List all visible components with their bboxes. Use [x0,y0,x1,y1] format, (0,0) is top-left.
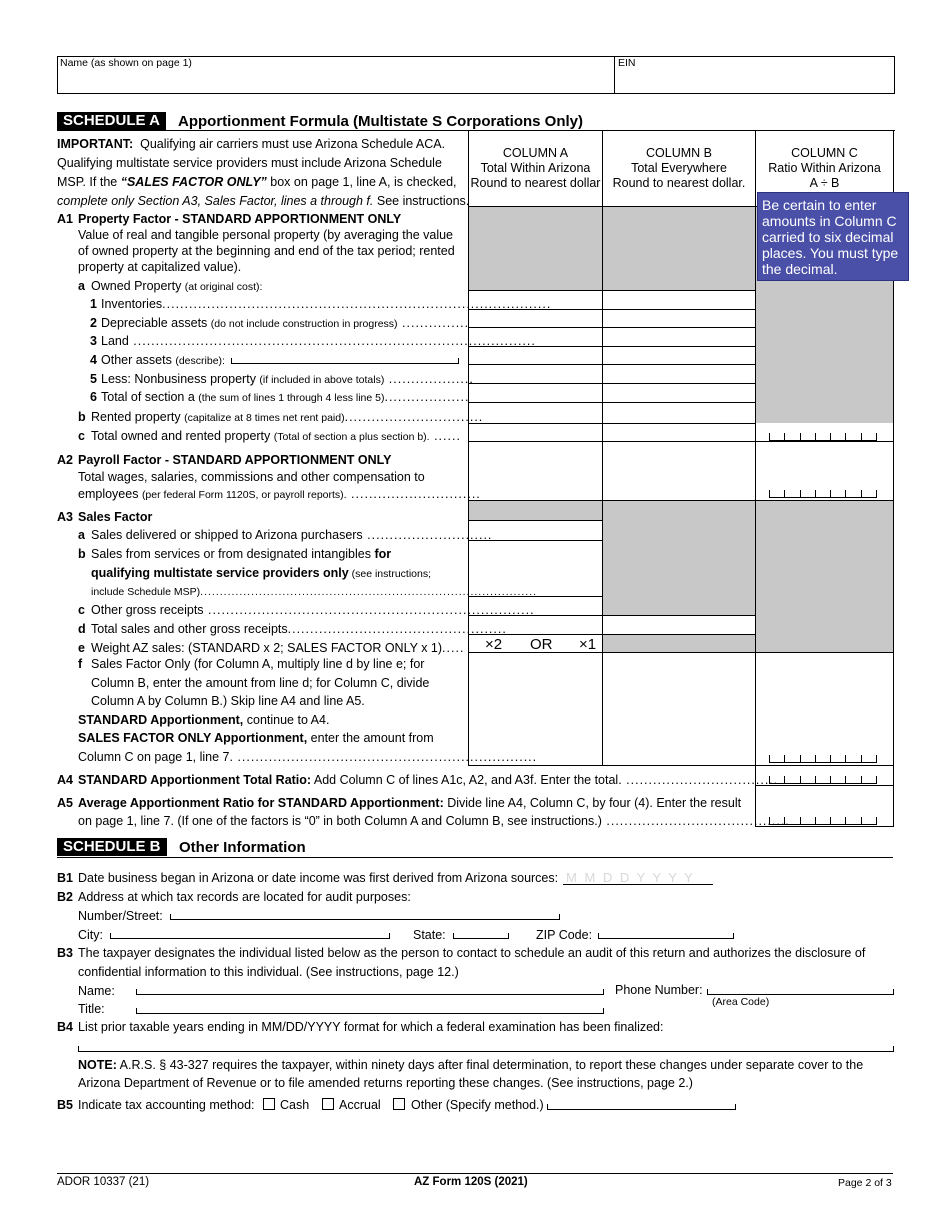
a1-3-col-b-input[interactable] [604,329,754,345]
schedule-b-title: Other Information [179,839,306,856]
a3e-or: OR [530,636,553,653]
b3-number: B3 [57,946,73,960]
a1-5-col-b-input[interactable] [604,366,754,382]
footer-page-number: Page 2 of 3 [838,1177,892,1189]
b3-title-input[interactable] [136,1004,604,1014]
shade-a3e-col-b [603,634,755,652]
b2-zip-label: ZIP Code: [536,928,593,942]
a1-4-label: Other assets (describe): [101,353,225,367]
a2-title: Payroll Factor - STANDARD APPORTIONMENT ONLY [78,453,392,467]
footer-rule [57,1173,893,1174]
a1-6-col-b-input[interactable] [604,385,754,401]
a2-desc-1: Total wages, salaries, commissions and other compensation to [78,470,425,484]
shade-a3-col-c [756,500,893,652]
a1c-col-b-input[interactable] [604,425,754,440]
a3-number: A3 [57,510,73,524]
a1a-letter: a [78,279,85,293]
a2-desc-2: employees (per federal Form 1120S, or payroll reports). ............................. [78,487,481,501]
a2-col-b-input[interactable] [604,443,754,499]
note-line-1: NOTE: A.R.S. § 43-327 requires the taxpayer, within ninety days after final determination, to report these changes under separate cover to the [78,1058,864,1072]
ein-input[interactable] [616,70,893,92]
a5-number: A5 [57,796,73,810]
b2-number: B2 [57,890,73,904]
a1-4-number: 4 [90,353,97,367]
b5-other-label: Other (Specify method.) [411,1098,544,1112]
a3f-line-5: SALES FACTOR ONLY Apportionment, enter the amount from [78,731,434,745]
a1-1-col-b-input[interactable] [604,292,754,308]
a3f-letter: f [78,657,83,671]
a2-number: A2 [57,453,73,467]
a1-4-col-a-input[interactable] [470,348,601,363]
a1-3-number: 3 [90,334,97,348]
b4-label: List prior taxable years ending in MM/DD/YYYY format for which a federal examination has been finalized: [78,1020,664,1034]
b3-name-input[interactable] [136,985,604,995]
a1-2-label: Depreciable assets (do not include construction in progress) ............... [101,316,470,330]
important-line-3: MSP. If the “SALES FACTOR ONLY” box on page 1, line A, is checked, [57,175,457,189]
a1c-label: Total owned and rented property (Total of section a plus section b). ...... [91,429,461,443]
column-b-header: COLUMN B Total Everywhere Round to nearest dollar. [612,146,746,190]
a3f-line-2: Column B, enter the amount from line d; for Column C, divide [91,676,430,690]
a3d-label: Total sales and other gross receipts................................................. [91,622,507,636]
a2-col-c-ratio-input[interactable] [769,486,877,498]
a1c-letter: c [78,429,85,443]
a3-title: Sales Factor [78,510,153,524]
b3-phone-label: Phone Number: [615,983,703,997]
a3c-letter: c [78,603,85,617]
a1-6-label: Total of section a (the sum of lines 1 through 4 less line 5)................... [101,390,470,404]
b2-label: Address at which tax records are located for audit purposes: [78,890,411,904]
a1-4-col-b-input[interactable] [604,348,754,363]
b3-area-code-label: (Area Code) [712,996,770,1008]
b3-line-2: confidential information to this individual. (See instructions, page 12.) [78,965,459,979]
a2-col-a-input[interactable] [470,443,601,499]
a1-1-number: 1 [90,297,97,311]
a3a-letter: a [78,528,85,542]
b2-zip-input[interactable] [598,929,734,939]
a1-desc-1: Value of real and tangible personal property (by averaging the value [78,228,454,242]
a1c-col-c-ratio-input[interactable] [769,429,877,441]
b3-name-label: Name: [78,984,115,998]
b1-date-input[interactable]: M M D D Y Y Y Y [563,870,713,885]
a1-desc-3: property at capitalized value). [78,260,242,274]
b5-other-input[interactable] [547,1100,736,1110]
shade-a3-col-a [469,500,602,520]
a3b-line-2: qualifying multistate service providers only (see instructions; [91,566,432,580]
a3f-line-6: Column C on page 1, line 7. ................................................................... [78,750,538,764]
a1-5-number: 5 [90,372,97,386]
b2-street-label: Number/Street: [78,909,163,923]
b3-phone-input[interactable] [707,985,894,995]
b1-label: Date business began in Arizona or date income was first derived from Arizona sources: [78,871,559,885]
a1-number: A1 [57,212,73,226]
a1-title: Property Factor - STANDARD APPORTIONMENT ONLY [78,212,402,226]
a3e-letter: e [78,641,85,655]
footer-form-id: ADOR 10337 (21) [57,1176,150,1188]
b5-accrual-checkbox[interactable] [322,1098,334,1110]
a1b-label: Rented property (capitalize at 8 times net rent paid)............................... [91,410,484,424]
a3a-label: Sales delivered or shipped to Arizona purchasers ............................ [91,528,493,542]
a1-6-number: 6 [90,390,97,404]
a3e-x1[interactable]: ×1 [579,636,597,653]
a5-line-1: Average Apportionment Ratio for STANDARD Apportionment: Divide line A4, Column C, by four (4). Enter the result [78,796,742,810]
shade-a1-col-b [603,207,755,290]
a3f-line-3: Column A by Column B.) Skip line A4 and line A5. [91,694,365,708]
column-a-header: COLUMN A Total Within Arizona Round to nearest dollar [470,146,601,190]
a4-number: A4 [57,773,73,787]
a1-1-label: Inventories....................................................................................... [101,297,552,311]
a3b-letter: b [78,547,86,561]
a1-5-label: Less: Nonbusiness property (if included in above totals) ................... [101,372,474,386]
a3f-line-4: STANDARD Apportionment, continue to A4. [78,713,330,727]
schedule-b-rule [57,857,893,858]
shade-a3-col-b [603,500,755,615]
b2-state-label: State: [413,928,446,942]
schedule-a-title: Apportionment Formula (Multistate S Corporations Only) [178,113,583,130]
a3f-line-1: Sales Factor Only (for Column A, multiply line d by line e; for [91,657,425,671]
b3-title-label: Title: [78,1002,105,1016]
header-divider [614,56,615,94]
b3-line-1: The taxpayer designates the individual listed below as the person to contact to schedule an audit of this return and authorizes the disclosure of [78,946,866,960]
a3f-col-a-input[interactable] [470,654,601,764]
name-label: Name (as shown on page 1) [60,57,192,69]
b2-city-label: City: [78,928,103,942]
b4-years-input[interactable] [78,1042,894,1052]
b5-cash-checkbox[interactable] [263,1098,275,1110]
a3e-label: Weight AZ sales: (STANDARD x 2; SALES FACTOR ONLY x 1)..... [91,641,465,655]
name-input[interactable] [58,70,612,92]
b5-accrual-label: Accrual [339,1098,381,1112]
b2-street-input[interactable] [170,910,560,920]
a3f-col-b-input[interactable] [604,654,754,764]
b4-number: B4 [57,1020,73,1034]
a4-label: STANDARD Apportionment Total Ratio: Add Column C of lines A1c, A2, and A3f. Enter the total. .................................. [78,773,779,787]
b5-other-checkbox[interactable] [393,1098,405,1110]
column-c-tooltip: Be certain to enter amounts in Column C carried to six decimal places. You must type the decimal. [757,192,909,281]
a1b-col-a-input[interactable] [470,404,601,422]
a3b-line-3: include Schedule MSP)...................................................................................... [91,586,538,598]
a1b-letter: b [78,410,86,424]
note-line-2: Arizona Department of Revenue or to file amended returns reporting these changes. (See instructions, page 2.) [78,1076,693,1090]
a3f-col-c-ratio-input[interactable] [769,751,877,763]
b5-label: Indicate tax accounting method: [78,1098,255,1112]
a3e-x2[interactable]: ×2 [485,636,503,653]
a5-line-2: on page 1, line 7. (If one of the factors is “0” in both Column A and Column B, see instructions.) ......................................... [78,814,790,828]
important-line-1: IMPORTANT: Qualifying air carriers must use Arizona Schedule ACA. [57,137,446,151]
b5-cash-label: Cash [280,1098,310,1112]
a3b-line-1: Sales from services or from designated intangibles for [91,547,392,561]
a1a-label: Owned Property (at original cost): [91,279,263,293]
a1-2-col-b-input[interactable] [604,311,754,326]
a1-2-col-a-input[interactable] [470,311,601,326]
shade-a1-col-a [469,207,602,290]
b2-city-input[interactable] [110,929,390,939]
a4-col-c-ratio-input[interactable] [769,772,877,784]
a1-2-number: 2 [90,316,97,330]
a1c-col-a-input[interactable] [470,425,601,440]
ein-label: EIN [618,57,636,69]
schedule-b-badge: SCHEDULE B [57,838,167,856]
b5-number: B5 [57,1098,73,1112]
a3c-label: Other gross receipts ......................................................................... [91,603,535,617]
schedule-a-rule [57,130,895,131]
a1b-col-b-input[interactable] [604,404,754,422]
b1-number: B1 [57,871,73,885]
a1-3-label: Land .......................................................................................... [101,334,536,348]
column-c-header: COLUMN C Ratio Within Arizona A ÷ B [768,146,881,190]
schedule-a-badge: SCHEDULE A [57,112,166,130]
a3d-letter: d [78,622,86,636]
important-line-2: Qualifying multistate service providers must include Arizona Schedule [57,156,442,170]
a1-5-col-a-input[interactable] [470,366,601,382]
footer-form-title: AZ Form 120S (2021) [414,1176,528,1188]
a3d-col-b-input[interactable] [604,617,754,633]
important-line-4: complete only Section A3, Sales Factor, lines a through f. See instructions. [57,194,470,208]
b2-state-input[interactable] [453,929,509,939]
a1-6-col-a-input[interactable] [470,385,601,401]
a1-4-describe-input[interactable] [231,354,459,364]
a1-desc-2: of owned property at the beginning and end of the tax period; rented [78,244,455,258]
